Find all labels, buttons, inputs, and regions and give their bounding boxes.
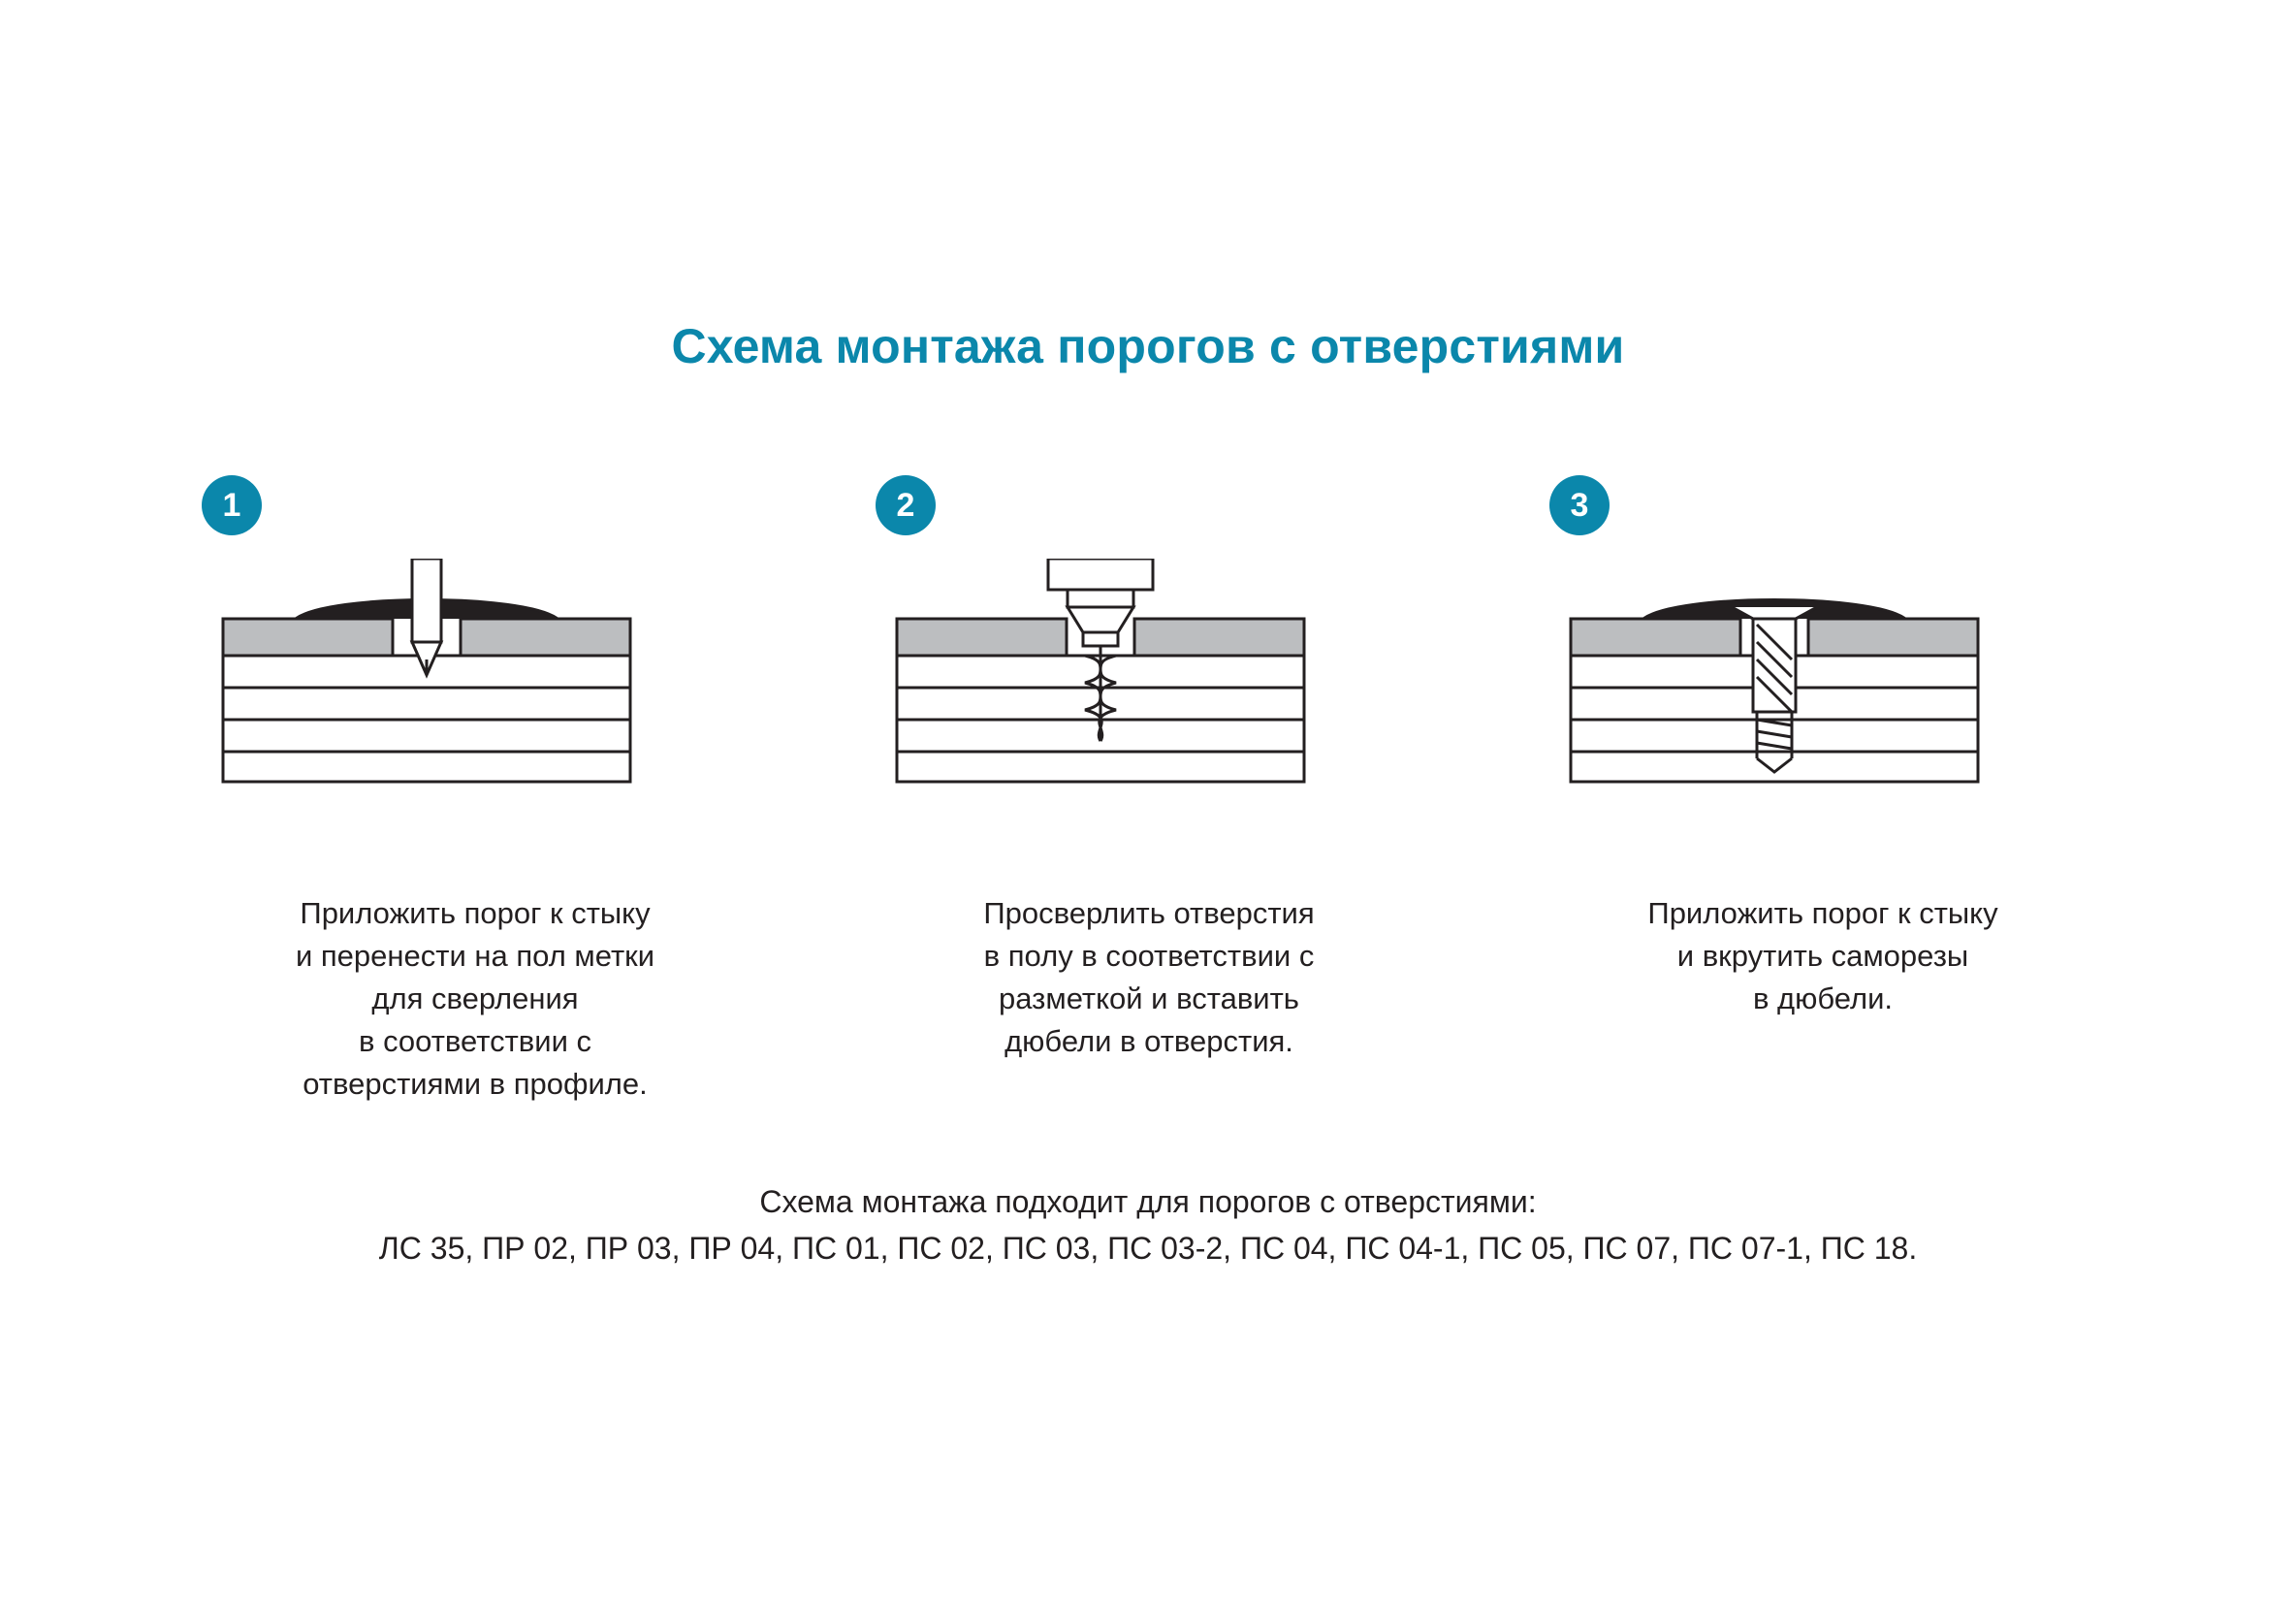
step-2-figure [848, 549, 1450, 850]
steps-container [175, 475, 2123, 1106]
page-title: Схема монтажа порогов с отверстиями [671, 319, 1625, 373]
step-number-badge: 3 [1549, 475, 1610, 535]
footer-line-2: ЛС 35, ПР 02, ПР 03, ПР 04, ПС 01, ПС 02, ПС 03, ПС 03-2, ПС 04, ПС 04-1, ПС 05, ПС 07, ПС 07-1, ПС 18. [378, 1231, 1918, 1266]
screw-fastening-icon [1551, 559, 2094, 850]
step-2-caption: Просверлить отверстия в полу в соответствии с разметкой и вставить дюбели в отверстия. [983, 896, 1315, 1059]
step-3-figure [1522, 549, 2123, 850]
step-3 [1522, 475, 2123, 1106]
drill-boring-hole-icon [877, 559, 1420, 850]
footer-line-1: Схема монтажа подходит для порогов с отверстиями: [759, 1184, 1537, 1219]
step-number-badge: 2 [876, 475, 936, 535]
step-3-caption: Приложить порог к стыку и вкрутить саморезы в дюбели. [1647, 896, 1998, 1016]
step-1-figure [175, 549, 776, 850]
step-1-caption: Приложить порог к стыку и перенести на пол метки для сверления в соответствии с отверстиями в профиле. [295, 896, 655, 1102]
footer-note [0, 1178, 2296, 1271]
drill-bit-marking-icon [204, 559, 747, 850]
step-1 [175, 475, 776, 1106]
step-number-badge: 1 [202, 475, 262, 535]
step-2 [848, 475, 1450, 1106]
